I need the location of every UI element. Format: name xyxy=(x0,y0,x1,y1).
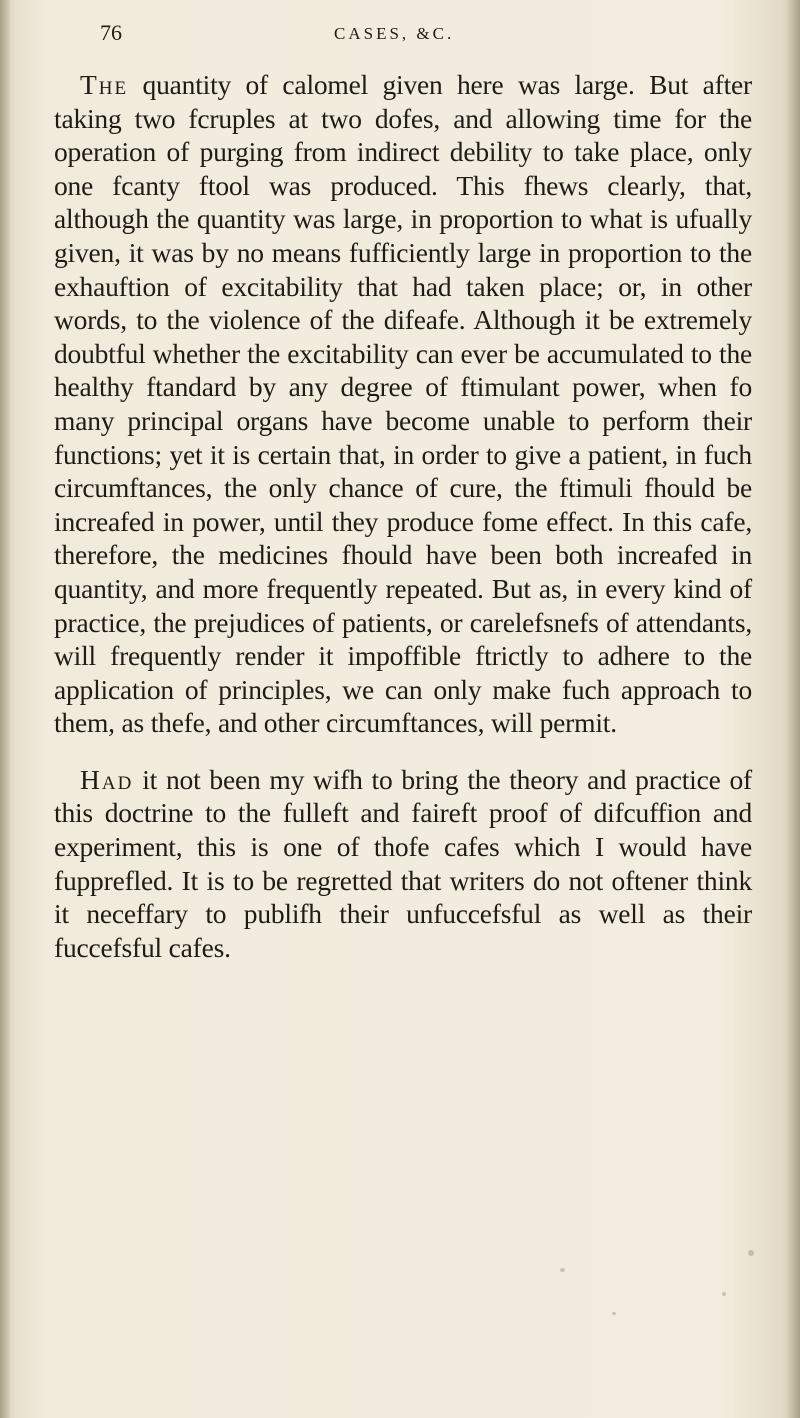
body-text xyxy=(54,68,752,964)
page-header xyxy=(100,20,740,60)
paragraph-2 xyxy=(54,763,752,965)
paragraph-2-lead: Had xyxy=(80,763,134,795)
binding-gutter xyxy=(0,0,10,1418)
paragraph-1 xyxy=(54,68,752,740)
paragraph-2-text: it not been my wifh to bring the theory and practice of this doctrine to the fulleft and faireft proof of difcuffion and experiment, this is one of thofe cafes which I would have fupprefled. It is to be regretted that writers do not oftener think it neceffary to publifh their unfuccefsful as well as their fuccefsful cafes. xyxy=(54,763,752,963)
ink-speck xyxy=(560,1268,565,1272)
page-number: 76 xyxy=(100,20,122,45)
ink-speck xyxy=(748,1250,754,1256)
running-head: CASES, &C. xyxy=(334,24,455,43)
page-edge-shadow xyxy=(786,0,800,1418)
ink-speck xyxy=(612,1312,616,1315)
paragraph-1-lead: The xyxy=(80,69,129,100)
paragraph-1-text: quantity of calomel given here was large. But after taking two fcruples at two dofes, and allowing time for the operation of purging from indirect debility to take place, only one fcanty ftool was produced. This fhews clearly, that, although the quantity was large, in proportion to what is ufually given, it was by no means fufficiently large in proportion to the exhauftion of excitability that had taken place; or, in other words, to the violence of the difeafe. Although it be extremely doubtful whether the excitability can ever be accumulated to the healthy ftandard by any degree of ftimulant power, when fo many principal organs have become unable to perform their functions; yet it is certain that, in order to give a patient, in fuch circumftances, the only chance of cure, the ftimuli fhould be increafed in power, until they produce fome effect. In this cafe, therefore, the medicines fhould have been both increafed in quantity, and more frequently repeated. But as, in every kind of practice, the prejudices of patients, or carelefsnefs of attendants, will frequently render it impoffible ftrictly to adhere to the application of principles, we can only make fuch approach to them, as thefe, and other circumftances, will permit. xyxy=(54,69,752,739)
ink-speck xyxy=(722,1292,726,1296)
